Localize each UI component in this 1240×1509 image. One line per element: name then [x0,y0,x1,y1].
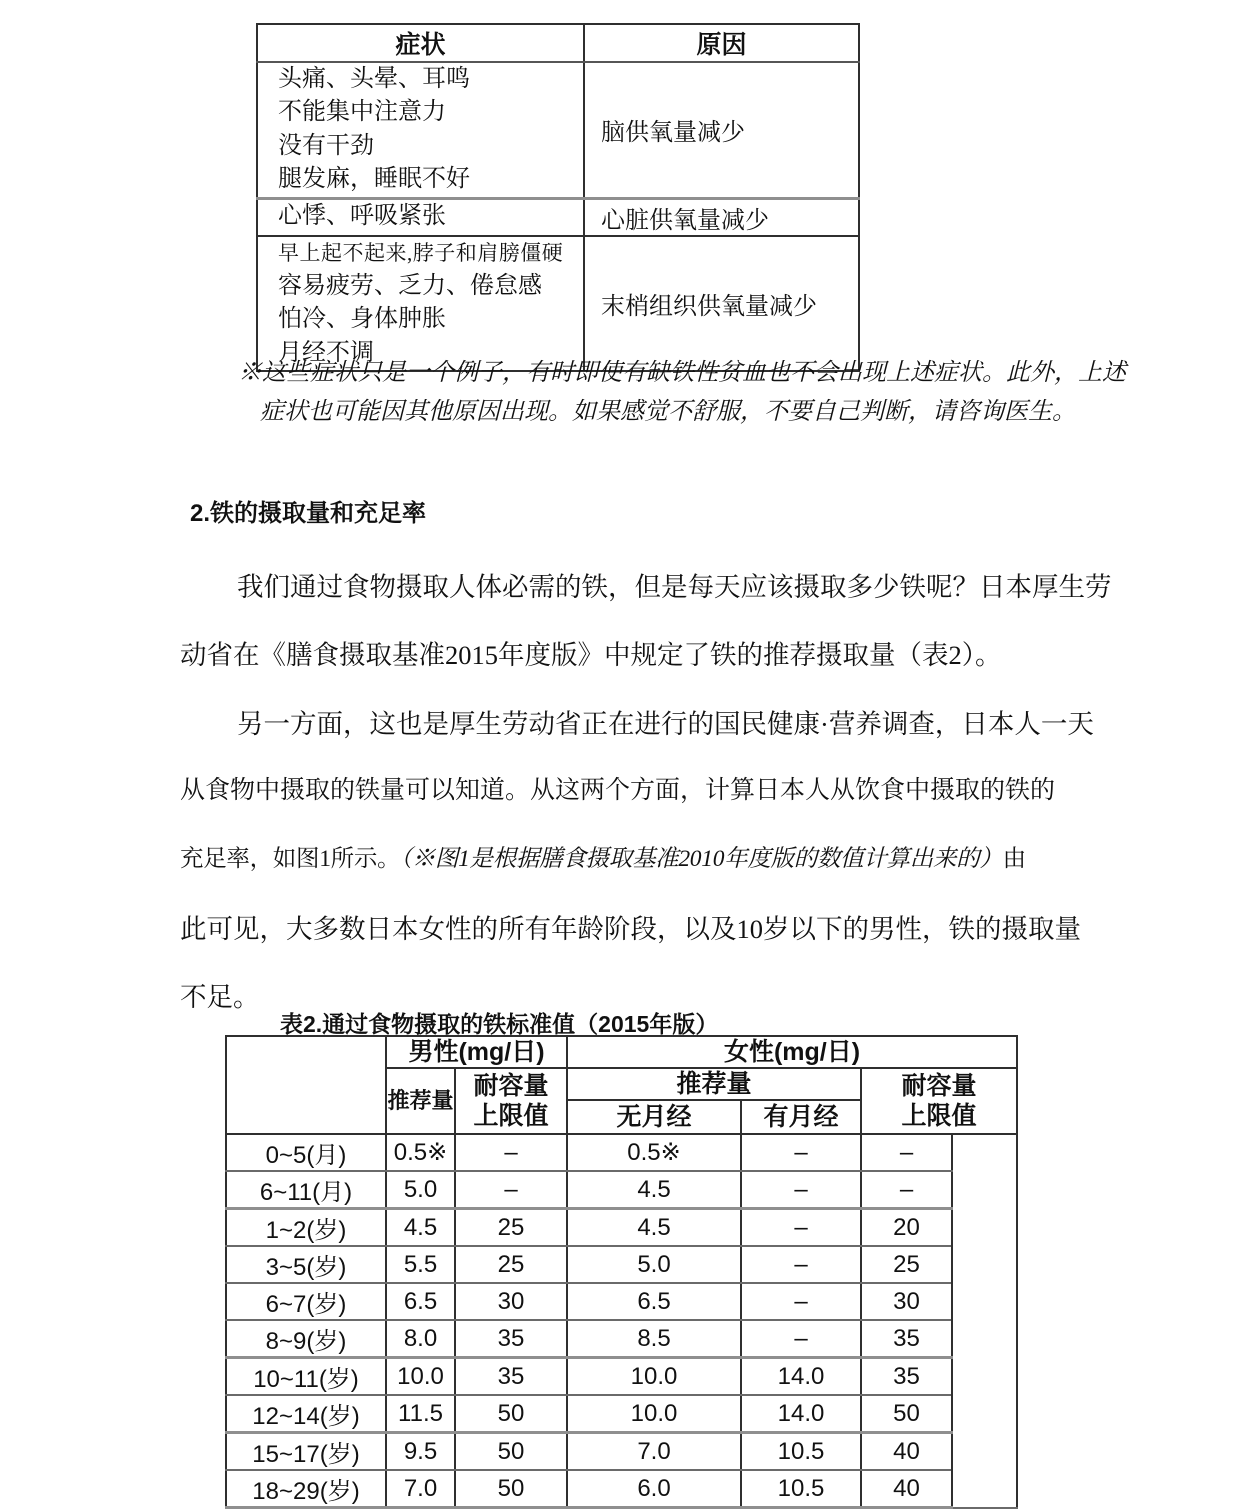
table-note-line: 症状也可能因其他原因出现。如果感觉不舒服，不要自己判断，请咨询医生。 [260,399,1076,425]
cause-column-header: 原因 [584,24,859,62]
female-menstruation-cell: 10.5 [741,1433,861,1471]
intake-table-row [226,1358,1017,1396]
paragraph-line [180,702,1094,741]
female-menstruation-cell: – [741,1171,861,1209]
intake-table-row [226,1134,1017,1171]
intake-table-row [226,1283,1017,1320]
male-upper-limit-header [455,1068,567,1134]
female-upper-limit-cell: 40 [861,1433,952,1471]
female-upper-limit-cell: 50 [861,1395,952,1433]
symptom-table-header-row [257,24,859,62]
intake-table-row [226,1320,1017,1358]
age-cell: 6~7(岁) [226,1283,386,1320]
male-header: 男性(mg/日) [386,1036,567,1068]
age-cell: 10~11(岁) [226,1358,386,1396]
female-upper-limit-cell: 40 [861,1470,952,1508]
symptom-cell [257,198,584,236]
age-cell: 3~5(岁) [226,1246,386,1283]
female-upper-limit-cell: 20 [861,1209,952,1247]
female-upper-limit-cell: 30 [861,1283,952,1320]
female-menstruation-cell: – [741,1283,861,1320]
paragraph-line [180,839,1026,873]
paragraph-line [180,907,1081,946]
female-menstruation-cell: – [741,1209,861,1247]
age-cell: 0~5(月) [226,1134,386,1171]
male-upper-limit-cell: 25 [455,1209,567,1247]
male-recommended-cell: 9.5 [386,1433,455,1471]
male-recommended-header: 推荐量 [386,1068,455,1134]
male-upper-limit-cell: – [455,1171,567,1209]
male-recommended-cell: 0.5※ [386,1134,455,1171]
male-recommended-cell: 6.5 [386,1283,455,1320]
paragraph-italic-run: （※图1是根据膳食摄取基准2010年度版的数值计算出来的） [400,845,1003,872]
symptom-table-row [257,198,859,236]
female-recommended-header: 推荐量 [567,1068,861,1100]
cause-cell: 脑供氧量减少 [584,62,859,198]
age-cell: 8~9(岁) [226,1320,386,1358]
female-menstruation-cell: – [741,1134,861,1171]
age-column-header [226,1036,386,1134]
female-no-menstruation-cell: 4.5 [567,1171,741,1209]
symptom-table [256,23,860,372]
symptom-line: 没有干劲 [278,132,374,159]
paragraph-run: 不足。 [180,982,260,1013]
male-upper-limit-cell: 35 [455,1320,567,1358]
symptom-cell [257,236,584,372]
paragraph-line [180,633,1002,672]
paragraph-run: 此可见，大多数日本女性的所有年龄阶段，以及10岁以下的男性，铁的摄取量 [180,914,1081,944]
female-no-menstruation-cell: 6.5 [567,1283,741,1320]
intake-table-row [226,1171,1017,1209]
section-heading: 2.铁的摄取量和充足率 [190,500,427,527]
symptom-line: 月经不调 [278,339,374,366]
symptom-cell [257,62,584,198]
male-recommended-cell: 10.0 [386,1358,455,1396]
male-recommended-cell: 11.5 [386,1395,455,1433]
female-no-menstruation-cell: 6.0 [567,1470,741,1508]
female-menstruation-cell: 14.0 [741,1358,861,1396]
female-menstruation-cell: 14.0 [741,1395,861,1433]
female-menstruation-cell: 10.5 [741,1470,861,1508]
paragraph-run: 从食物中摄取的铁量可以知道。从这两个方面，计算日本人从饮食中摄取的铁的 [180,777,1056,805]
male-upper-limit-cell: 30 [455,1283,567,1320]
symptom-line: 心悸、呼吸紧张 [278,203,446,230]
intake-table [225,1035,1018,1509]
intake-table-row [226,1395,1017,1433]
female-no-menstruation-cell: 4.5 [567,1209,741,1247]
no-menstruation-header: 无月经 [567,1100,741,1134]
upper-limit-line1: 耐容量 [473,1072,549,1100]
male-recommended-cell: 7.0 [386,1470,455,1508]
female-upper-limit-cell: 25 [861,1246,952,1283]
female-menstruation-cell: – [741,1320,861,1358]
female-no-menstruation-cell: 8.5 [567,1320,741,1358]
male-upper-limit-cell: 25 [455,1246,567,1283]
paragraph-run: 充足率，如图1所示。 [180,845,401,872]
age-cell: 18~29(岁) [226,1470,386,1508]
intake-table-row [226,1433,1017,1471]
intake-table-caption: 表2.通过食物摄取的铁标准值（2015年版） [280,1011,719,1037]
age-cell: 6~11(月) [226,1171,386,1209]
male-recommended-cell: 5.5 [386,1246,455,1283]
paragraph-run: 我们通过食物摄取人体必需的铁，但是每天应该摄取多少铁呢？日本厚生劳 [237,572,1112,602]
age-cell: 1~2(岁) [226,1209,386,1247]
intake-table-row [226,1209,1017,1247]
paragraph-run: 另一方面，这也是厚生劳动省正在进行的国民健康·营养调查，日本人一天 [237,708,1094,739]
female-no-menstruation-cell: 10.0 [567,1358,741,1396]
female-no-menstruation-cell: 7.0 [567,1433,741,1471]
female-header: 女性(mg/日) [567,1036,1017,1068]
empty-right-cell [952,1134,1017,1508]
male-recommended-cell: 8.0 [386,1320,455,1358]
male-upper-limit-cell: 50 [455,1433,567,1471]
female-upper-limit-cell: 35 [861,1358,952,1396]
female-upper-limit-cell: 35 [861,1320,952,1358]
age-cell: 12~14(岁) [226,1395,386,1433]
female-menstruation-cell: – [741,1246,861,1283]
symptom-line: 腿发麻，睡眠不好 [278,166,470,193]
female-upper-limit-header [861,1068,1017,1134]
upper-limit-line2: 上限值 [473,1102,549,1130]
table-note-line: ※这些症状只是一个例子，有时即使有缺铁性贫血也不会出现上述症状。此外，上述 [238,360,1126,386]
symptom-line: 早上起不起来,脖子和肩膀僵硬 [278,240,564,265]
paragraph-line [180,565,1112,604]
female-upper-limit-cell: – [861,1171,952,1209]
intake-table-row [226,1470,1017,1508]
male-upper-limit-cell: – [455,1134,567,1171]
female-no-menstruation-cell: 0.5※ [567,1134,741,1171]
upper-limit-line2: 上限值 [901,1102,977,1130]
cause-cell: 末梢组织供氧量减少 [584,236,859,372]
symptom-line: 怕冷、身体肿胀 [278,306,446,333]
male-upper-limit-cell: 50 [455,1470,567,1508]
paragraph-run: 动省在《膳食摄取基准2015年度版》中规定了铁的推荐摄取量（表2）。 [180,640,1002,671]
paragraph-run: 由 [1002,845,1026,872]
paragraph-line [180,975,260,1014]
male-upper-limit-cell: 50 [455,1395,567,1433]
symptom-table-row [257,62,859,198]
symptom-line: 容易疲劳、乏力、倦怠感 [278,273,542,300]
female-no-menstruation-cell: 10.0 [567,1395,741,1433]
upper-limit-line1: 耐容量 [901,1072,977,1100]
male-recommended-cell: 4.5 [386,1209,455,1247]
intake-header-row-1 [226,1036,1017,1068]
symptom-table-row [257,236,859,372]
cause-cell: 心脏供氧量减少 [584,198,859,236]
male-recommended-cell: 5.0 [386,1171,455,1209]
intake-table-row [226,1246,1017,1283]
male-upper-limit-cell: 35 [455,1358,567,1396]
menstruation-header: 有月经 [741,1100,861,1134]
female-no-menstruation-cell: 5.0 [567,1246,741,1283]
age-cell: 15~17(岁) [226,1433,386,1471]
paragraph-line [180,770,1055,806]
symptom-line: 不能集中注意力 [278,99,446,126]
symptom-line: 头痛、头晕、耳鸣 [278,66,470,92]
symptom-column-header: 症状 [257,24,584,62]
female-upper-limit-cell: – [861,1134,952,1171]
